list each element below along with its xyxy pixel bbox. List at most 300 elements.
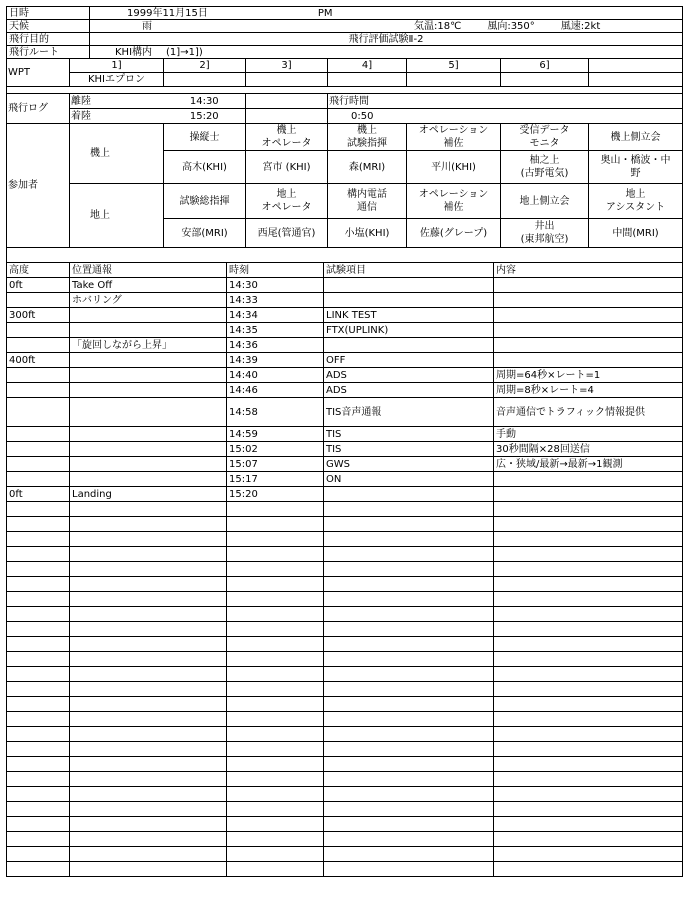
route-area: KHI構内 xyxy=(115,46,153,58)
empty-table-row xyxy=(7,847,683,862)
onboard-name xyxy=(501,151,589,184)
empty-table-row xyxy=(7,787,683,802)
empty-cell xyxy=(494,817,683,832)
empty-cell xyxy=(227,847,324,862)
log-cell-time: 15:02 xyxy=(227,442,324,457)
wpt-number-row xyxy=(7,59,683,73)
ground-role-row xyxy=(7,184,683,219)
log-body xyxy=(7,278,683,877)
empty-cell xyxy=(7,637,70,652)
empty-cell xyxy=(227,667,324,682)
empty-cell xyxy=(494,622,683,637)
table-row xyxy=(7,293,683,308)
wpt-label: WPT xyxy=(7,59,70,87)
table-row xyxy=(7,398,683,427)
empty-cell xyxy=(227,532,324,547)
empty-cell xyxy=(7,757,70,772)
empty-cell xyxy=(324,832,494,847)
onboard-label: 機上 xyxy=(70,124,164,184)
empty-cell xyxy=(70,787,227,802)
log-cell-pos xyxy=(70,472,227,487)
empty-cell xyxy=(494,832,683,847)
empty-cell xyxy=(70,832,227,847)
onboard-role xyxy=(501,124,589,151)
log-cell-item: TIS xyxy=(324,427,494,442)
empty-cell xyxy=(70,607,227,622)
empty-table-row xyxy=(7,757,683,772)
purpose-value: 飛行評価試験Ⅱ-2 xyxy=(90,33,683,46)
empty-cell xyxy=(7,667,70,682)
empty-cell xyxy=(70,817,227,832)
log-cell-pos: Take Off xyxy=(70,278,227,293)
empty-cell xyxy=(494,607,683,622)
ground-label: 地上 xyxy=(70,184,164,248)
empty-cell xyxy=(227,697,324,712)
empty-table-row xyxy=(7,697,683,712)
empty-table-row xyxy=(7,772,683,787)
spacer-row xyxy=(7,87,683,94)
empty-cell xyxy=(70,622,227,637)
landing-row xyxy=(7,109,683,124)
log-cell-content xyxy=(494,472,683,487)
empty-cell xyxy=(324,592,494,607)
empty-cell xyxy=(227,622,324,637)
log-cell-pos xyxy=(70,368,227,383)
table-row xyxy=(7,308,683,323)
empty-cell xyxy=(324,727,494,742)
empty-cell xyxy=(7,862,70,877)
landing-time: 15:20 xyxy=(164,109,246,124)
empty-cell xyxy=(70,772,227,787)
log-header-row xyxy=(7,263,683,278)
table-row xyxy=(7,383,683,398)
wpt-name xyxy=(407,73,501,87)
log-cell-content xyxy=(494,293,683,308)
log-cell-alt xyxy=(7,368,70,383)
weather-cell xyxy=(90,20,683,33)
log-cell-content: 手動 xyxy=(494,427,683,442)
log-cell-alt xyxy=(7,457,70,472)
wpt-number: 4] xyxy=(328,59,407,73)
empty-cell xyxy=(324,502,494,517)
date-label: 日時 xyxy=(7,7,90,20)
log-cell-alt xyxy=(7,398,70,427)
log-header: 試験項目 xyxy=(324,263,494,278)
empty-table-row xyxy=(7,637,683,652)
empty-cell xyxy=(324,712,494,727)
ground-name: 小塩(KHI) xyxy=(328,219,407,248)
table-row xyxy=(7,278,683,293)
empty-table-row xyxy=(7,832,683,847)
empty-cell xyxy=(227,547,324,562)
log-cell-item: OFF xyxy=(324,353,494,368)
empty-cell xyxy=(227,712,324,727)
log-cell-time: 15:07 xyxy=(227,457,324,472)
empty-cell xyxy=(324,742,494,757)
spacer-row xyxy=(7,248,683,263)
empty-cell xyxy=(7,562,70,577)
log-cell-pos xyxy=(70,308,227,323)
onboard-role-text: オペレーション 補佐 xyxy=(418,125,489,149)
weather-row xyxy=(7,20,683,33)
table-row xyxy=(7,457,683,472)
log-cell-pos xyxy=(70,457,227,472)
empty-cell xyxy=(70,652,227,667)
wpt-number: 2] xyxy=(164,59,246,73)
empty-cell xyxy=(7,802,70,817)
empty-cell xyxy=(227,832,324,847)
empty-cell xyxy=(227,652,324,667)
empty-cell xyxy=(227,607,324,622)
log-cell-time: 14:58 xyxy=(227,398,324,427)
log-header: 時刻 xyxy=(227,263,324,278)
empty-cell xyxy=(70,847,227,862)
empty-cell xyxy=(7,832,70,847)
ground-name: 西尾(管通官) xyxy=(246,219,328,248)
empty-cell xyxy=(494,502,683,517)
empty-cell xyxy=(227,637,324,652)
route-row xyxy=(7,46,683,59)
log-cell-pos xyxy=(70,383,227,398)
empty-cell xyxy=(227,502,324,517)
empty-table-row xyxy=(7,577,683,592)
empty-cell xyxy=(494,862,683,877)
log-cell-pos xyxy=(70,427,227,442)
empty-cell xyxy=(7,592,70,607)
log-cell-item xyxy=(324,293,494,308)
flight-log-label: 飛行ログ xyxy=(7,94,70,124)
empty-cell xyxy=(70,667,227,682)
empty-cell xyxy=(324,817,494,832)
table-row xyxy=(7,472,683,487)
ampm-value: PM xyxy=(317,7,333,19)
purpose-row xyxy=(7,33,683,46)
empty-table-row xyxy=(7,652,683,667)
log-cell-item: ADS xyxy=(324,383,494,398)
route-label: 飛行ルート xyxy=(7,46,90,59)
onboard-role xyxy=(407,124,501,151)
empty-cell xyxy=(324,787,494,802)
log-cell-content xyxy=(494,308,683,323)
empty-cell xyxy=(324,532,494,547)
empty-cell xyxy=(324,622,494,637)
waypoint-and-crew-table xyxy=(6,58,683,263)
ground-role xyxy=(246,184,328,219)
empty-cell xyxy=(324,562,494,577)
empty-cell xyxy=(494,847,683,862)
wpt-number xyxy=(589,59,683,73)
table-row xyxy=(7,368,683,383)
empty-cell xyxy=(70,532,227,547)
ground-role-text: 地上 アシスタント xyxy=(605,189,666,213)
table-row xyxy=(7,338,683,353)
empty-cell xyxy=(70,577,227,592)
log-cell-alt: 0ft xyxy=(7,487,70,502)
log-cell-item: GWS xyxy=(324,457,494,472)
log-cell-content xyxy=(494,338,683,353)
log-header: 位置通報 xyxy=(70,263,227,278)
empty-cell xyxy=(70,562,227,577)
empty-cell xyxy=(7,742,70,757)
empty-cell xyxy=(7,697,70,712)
empty-table-row xyxy=(7,727,683,742)
table-row xyxy=(7,487,683,502)
ground-role: 地上側立会 xyxy=(501,184,589,219)
route-cell xyxy=(90,46,683,59)
empty-cell xyxy=(324,862,494,877)
log-cell-content: 音声通信でトラフィック情報提供 xyxy=(494,398,683,427)
landing-label: 着陸 xyxy=(70,109,164,124)
empty-cell xyxy=(70,862,227,877)
date-row xyxy=(7,7,683,20)
route-path: (1]→1]) xyxy=(166,46,203,58)
onboard-role-text: 機上 試験指揮 xyxy=(347,125,388,149)
weather-label: 天候 xyxy=(7,20,90,33)
log-cell-time: 14:39 xyxy=(227,353,324,368)
log-cell-alt xyxy=(7,472,70,487)
empty-cell xyxy=(324,637,494,652)
empty-cell xyxy=(227,562,324,577)
log-cell-alt xyxy=(7,427,70,442)
wpt-name xyxy=(164,73,246,87)
empty-cell xyxy=(324,667,494,682)
empty-cell xyxy=(7,772,70,787)
empty-cell xyxy=(7,532,70,547)
log-cell-content: 周期=8秒×レート=4 xyxy=(494,383,683,398)
empty-cell xyxy=(494,697,683,712)
log-cell-item xyxy=(324,338,494,353)
log-cell-item xyxy=(324,278,494,293)
empty-cell xyxy=(494,592,683,607)
log-cell-pos xyxy=(70,442,227,457)
log-cell-time: 14:35 xyxy=(227,323,324,338)
log-cell-content: 広・狭域/最新→最新→1観測 xyxy=(494,457,683,472)
empty-table-row xyxy=(7,667,683,682)
empty-table-row xyxy=(7,607,683,622)
wind-direction-value: 風向:350° xyxy=(487,20,535,32)
empty-cell xyxy=(70,757,227,772)
empty-cell xyxy=(227,517,324,532)
wpt-name xyxy=(246,73,328,87)
wpt-number: 6] xyxy=(501,59,589,73)
wpt-name xyxy=(589,73,683,87)
empty-table-row xyxy=(7,517,683,532)
ground-name xyxy=(501,219,589,248)
empty-table-row xyxy=(7,592,683,607)
log-cell-time: 14:36 xyxy=(227,338,324,353)
ground-role xyxy=(407,184,501,219)
log-cell-time: 15:17 xyxy=(227,472,324,487)
empty-cell xyxy=(70,637,227,652)
empty-cell xyxy=(70,502,227,517)
empty-cell xyxy=(7,682,70,697)
log-cell-item: ADS xyxy=(324,368,494,383)
ground-name-text: 井出 (東邦航空) xyxy=(520,221,569,245)
flight-log-blank xyxy=(246,94,328,109)
takeoff-label: 離陸 xyxy=(70,94,164,109)
log-cell-alt xyxy=(7,323,70,338)
empty-cell xyxy=(7,652,70,667)
empty-cell xyxy=(70,682,227,697)
log-cell-content: 周期=64秒×レート=1 xyxy=(494,368,683,383)
ground-role-text: 構内電話 通信 xyxy=(347,189,388,213)
wpt-name: KHIエプロン xyxy=(70,73,164,87)
log-cell-item: FTX(UPLINK) xyxy=(324,323,494,338)
empty-cell xyxy=(324,802,494,817)
empty-cell xyxy=(324,757,494,772)
empty-cell xyxy=(7,607,70,622)
empty-cell xyxy=(7,847,70,862)
empty-cell xyxy=(324,682,494,697)
ground-role xyxy=(589,184,683,219)
empty-cell xyxy=(324,577,494,592)
empty-cell xyxy=(494,652,683,667)
empty-table-row xyxy=(7,622,683,637)
ground-role xyxy=(328,184,407,219)
log-cell-alt: 300ft xyxy=(7,308,70,323)
empty-table-row xyxy=(7,742,683,757)
log-cell-content: 30秒間隔×28回送信 xyxy=(494,442,683,457)
empty-cell xyxy=(70,592,227,607)
wind-speed-value: 風速:2kt xyxy=(560,20,601,32)
empty-table-row xyxy=(7,817,683,832)
log-cell-pos: 「旋回しながら上昇」 xyxy=(70,338,227,353)
empty-cell xyxy=(227,862,324,877)
empty-cell xyxy=(324,847,494,862)
log-cell-time: 14:30 xyxy=(227,278,324,293)
table-row xyxy=(7,427,683,442)
empty-cell xyxy=(494,562,683,577)
empty-cell xyxy=(227,727,324,742)
ground-role-text: オペレーション 補佐 xyxy=(418,189,489,213)
log-cell-item: LINK TEST xyxy=(324,308,494,323)
empty-table-row xyxy=(7,502,683,517)
log-cell-item: TIS xyxy=(324,442,494,457)
empty-cell xyxy=(70,712,227,727)
event-log-table xyxy=(6,262,683,877)
empty-cell xyxy=(227,802,324,817)
empty-cell xyxy=(7,622,70,637)
ground-name: 安部(MRI) xyxy=(164,219,246,248)
empty-cell xyxy=(494,712,683,727)
empty-table-row xyxy=(7,712,683,727)
takeoff-time: 14:30 xyxy=(164,94,246,109)
empty-cell xyxy=(494,757,683,772)
wpt-number: 1] xyxy=(70,59,164,73)
log-cell-alt xyxy=(7,338,70,353)
empty-cell xyxy=(324,697,494,712)
log-cell-alt xyxy=(7,383,70,398)
empty-cell xyxy=(494,787,683,802)
log-header: 高度 xyxy=(7,263,70,278)
header-table xyxy=(6,6,683,59)
empty-table-row xyxy=(7,562,683,577)
empty-table-row xyxy=(7,862,683,877)
empty-table-row xyxy=(7,547,683,562)
empty-cell xyxy=(324,652,494,667)
log-cell-item: TIS音声通報 xyxy=(324,398,494,427)
onboard-role: 機上側立会 xyxy=(589,124,683,151)
empty-cell xyxy=(494,577,683,592)
ground-role: 試験総指揮 xyxy=(164,184,246,219)
onboard-name-text: 奥山・橋波・中 野 xyxy=(600,155,671,179)
empty-cell xyxy=(7,577,70,592)
empty-cell xyxy=(227,742,324,757)
empty-cell xyxy=(7,727,70,742)
log-cell-pos: Landing xyxy=(70,487,227,502)
ground-name: 佐藤(グレープ) xyxy=(407,219,501,248)
empty-cell xyxy=(7,787,70,802)
log-cell-alt xyxy=(7,293,70,308)
ground-name: 中間(MRI) xyxy=(589,219,683,248)
log-cell-time: 14:34 xyxy=(227,308,324,323)
flight-log-blank xyxy=(246,109,328,124)
empty-table-row xyxy=(7,802,683,817)
empty-cell xyxy=(494,802,683,817)
duration-value: 0:50 xyxy=(351,110,374,122)
onboard-name: 平川(KHI) xyxy=(407,151,501,184)
onboard-role xyxy=(328,124,407,151)
empty-cell xyxy=(7,517,70,532)
empty-cell xyxy=(324,772,494,787)
takeoff-row xyxy=(7,94,683,109)
log-cell-content xyxy=(494,278,683,293)
duration-label: 飛行時間 xyxy=(328,94,683,109)
empty-cell xyxy=(227,577,324,592)
empty-cell xyxy=(324,517,494,532)
date-cell xyxy=(90,7,683,20)
log-cell-alt: 0ft xyxy=(7,278,70,293)
empty-cell xyxy=(494,667,683,682)
log-header: 内容 xyxy=(494,263,683,278)
log-cell-content xyxy=(494,323,683,338)
log-cell-time: 14:59 xyxy=(227,427,324,442)
empty-table-row xyxy=(7,682,683,697)
log-cell-item xyxy=(324,487,494,502)
empty-cell xyxy=(494,532,683,547)
log-cell-time: 15:20 xyxy=(227,487,324,502)
duration-value-cell xyxy=(328,109,683,124)
empty-cell xyxy=(494,727,683,742)
empty-cell xyxy=(7,547,70,562)
empty-cell xyxy=(227,817,324,832)
table-row xyxy=(7,353,683,368)
empty-cell xyxy=(227,772,324,787)
temperature-value: 気温:18℃ xyxy=(414,20,462,32)
wpt-name-row xyxy=(7,73,683,87)
log-cell-pos: ホバリング xyxy=(70,293,227,308)
empty-cell xyxy=(227,682,324,697)
empty-cell xyxy=(227,592,324,607)
wpt-number: 3] xyxy=(246,59,328,73)
date-value: 1999年11月15日 xyxy=(127,7,208,19)
onboard-name: 宮市 (KHI) xyxy=(246,151,328,184)
log-cell-pos xyxy=(70,398,227,427)
participants-label: 参加者 xyxy=(7,124,70,248)
log-cell-content xyxy=(494,353,683,368)
wpt-name xyxy=(501,73,589,87)
empty-cell xyxy=(70,727,227,742)
log-cell-time: 14:40 xyxy=(227,368,324,383)
empty-cell xyxy=(227,757,324,772)
wpt-name xyxy=(328,73,407,87)
log-cell-time: 14:33 xyxy=(227,293,324,308)
onboard-role: 操縦士 xyxy=(164,124,246,151)
purpose-label: 飛行目的 xyxy=(7,33,90,46)
table-row xyxy=(7,442,683,457)
empty-cell xyxy=(494,682,683,697)
empty-cell xyxy=(324,547,494,562)
